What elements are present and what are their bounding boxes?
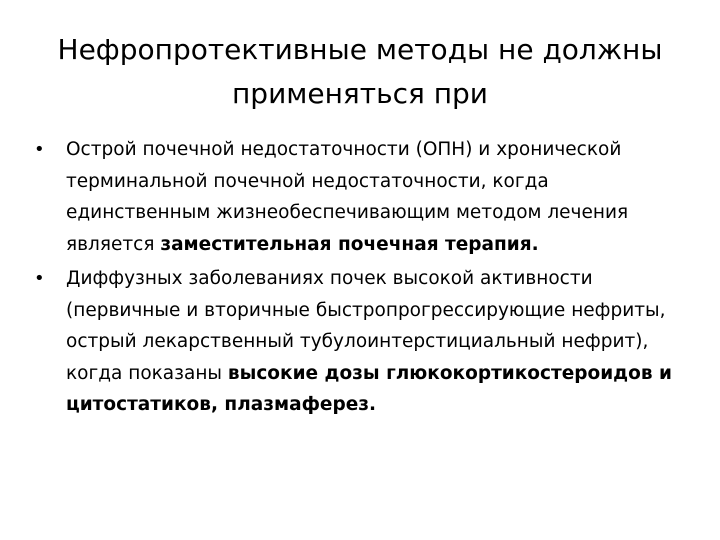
bullet-item-diffuse-kidney-disease xyxy=(34,263,684,421)
bullet-emphasis: высокие дозы глюкокортикостероидов и цитостатиков, плазмаферез. xyxy=(66,362,672,415)
slide-title: Нефропротективные методы не должны применяться при xyxy=(57,33,663,110)
bullet-item-renal-failure xyxy=(34,134,684,260)
bullet-text: Диффузных заболеваниях почек высокой активности (первичные и вторичные быстропрогрессирующие нефриты, острый лекарственный тубулоинтерстициальный нефрит), когда показаны xyxy=(66,268,666,384)
bullet-marker: • xyxy=(34,268,45,289)
bullet-marker: • xyxy=(34,139,45,160)
bullet-list xyxy=(34,134,684,424)
bullet-text: Острой почечной недостаточности (ОПН) и хронической терминальной почечной недостаточности, когда единственным жизнеобеспечивающим методом лечения является xyxy=(66,139,629,255)
bullet-emphasis: заместительная почечная терапия. xyxy=(160,233,539,255)
